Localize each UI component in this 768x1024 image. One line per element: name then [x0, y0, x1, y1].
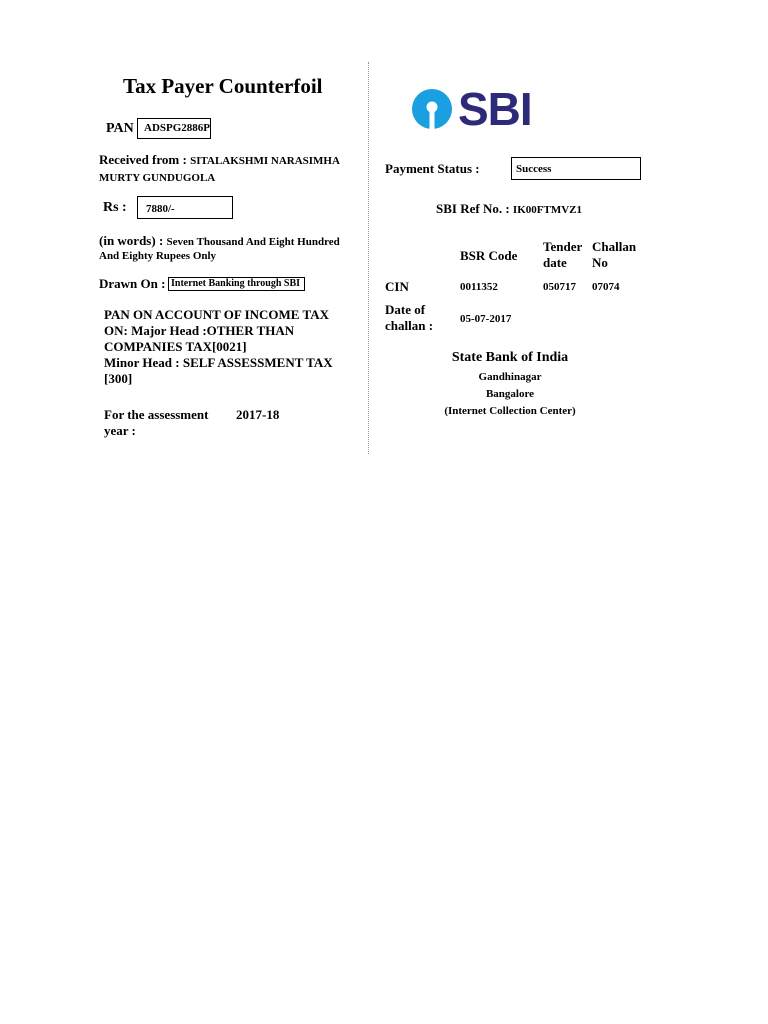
received-label: Received from : [99, 152, 187, 167]
header-bsr-code: BSR Code [460, 248, 518, 263]
sbi-logo [410, 83, 532, 135]
account-line-1: PAN ON ACCOUNT OF INCOME TAX [104, 307, 329, 322]
header-tender-date [543, 239, 582, 271]
received-from-label [99, 152, 340, 168]
pan-label: PAN [106, 121, 134, 136]
branch-line-2: Bangalore [485, 388, 535, 400]
drawn-on-value [168, 277, 305, 291]
drawn-on-label: Drawn On : [99, 276, 166, 291]
date-of-challan-label [385, 302, 433, 334]
header-challan-line2: No [592, 255, 608, 270]
assessment-label-line1: For the assessment [104, 407, 209, 422]
in-words [99, 233, 340, 249]
pan-value [137, 118, 211, 139]
words-line2: And Eighty Rupees Only [99, 250, 217, 262]
pan-value-text: ADSPG2886P [144, 122, 210, 134]
sbi-ref-label: SBI Ref No. : [436, 201, 510, 216]
header-challan-line1: Challan [592, 239, 637, 254]
account-head [104, 307, 333, 387]
sbi-logo-text: SBI [458, 83, 532, 135]
cin-tender-value: 050717 [543, 281, 576, 293]
account-line-5: [300] [104, 371, 133, 386]
counterfoil-divider [368, 62, 369, 454]
payment-status-text: Success [516, 163, 552, 175]
cin-label: CIN [385, 279, 409, 294]
branch-line-1: Gandhinagar [478, 371, 542, 383]
sbi-keyhole-icon [410, 87, 454, 131]
account-line-2: ON: Major Head :OTHER THAN [104, 323, 295, 338]
account-line-4: Minor Head : SELF ASSESSMENT TAX [104, 355, 333, 370]
payment-status-value [511, 157, 641, 180]
words-line1: Seven Thousand And Eight Hundred [166, 236, 340, 248]
date-label-line2: challan : [385, 318, 434, 333]
header-challan-no [592, 239, 636, 271]
bank-name: State Bank of India [451, 350, 569, 365]
account-line-3: COMPANIES TAX[0021] [104, 339, 247, 354]
cin-bsr-value: 0011352 [460, 281, 498, 293]
rs-label: Rs : [103, 200, 127, 215]
header-tender-line2: date [543, 255, 567, 270]
branch-line-3: (Internet Collection Center) [444, 405, 576, 417]
sbi-ref [436, 201, 582, 217]
assessment-label-line2: year : [104, 423, 136, 438]
drawn-on-text: Internet Banking through SBI [171, 278, 301, 289]
received-name-line2: MURTY GUNDUGOLA [99, 172, 216, 184]
cin-challan-value: 07074 [592, 281, 620, 293]
date-label-line1: Date of [385, 302, 426, 317]
received-name-line1: SITALAKSHMI NARASIMHA [190, 155, 340, 167]
date-of-challan-value: 05-07-2017 [460, 313, 512, 325]
sbi-ref-value: IK00FTMVZ1 [512, 204, 582, 216]
assessment-label [104, 407, 208, 439]
payment-status-label: Payment Status : [385, 161, 480, 176]
rs-value-text: 7880/- [146, 203, 175, 215]
rs-value [137, 196, 233, 219]
assessment-year: 2017-18 [236, 407, 280, 422]
words-label: (in words) : [99, 233, 164, 248]
header-tender-line1: Tender [543, 239, 583, 254]
page-title: Tax Payer Counterfoil [123, 74, 323, 98]
